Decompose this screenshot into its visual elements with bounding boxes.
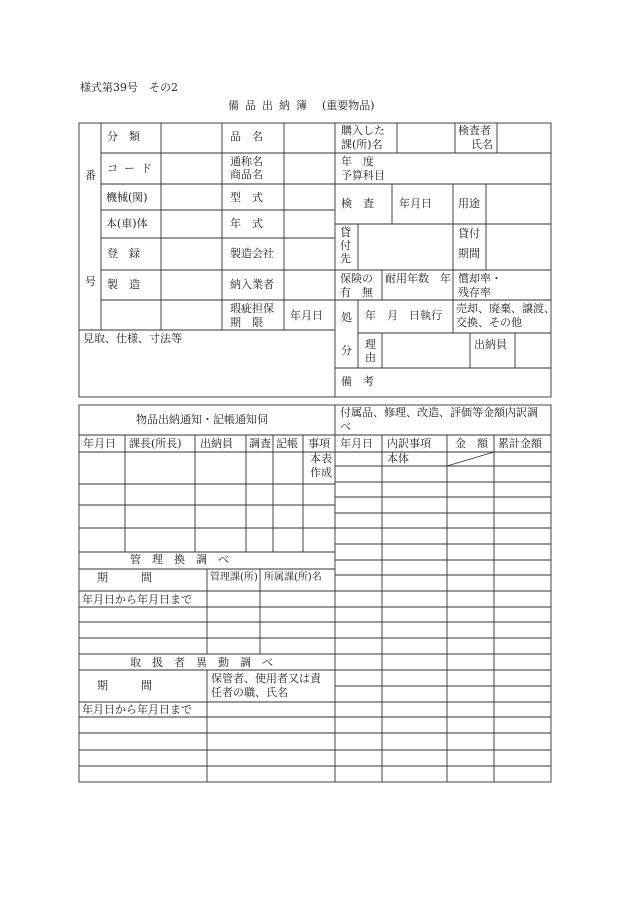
label-konyu1: 購入した	[341, 124, 385, 137]
label-shobun-type1: 売却、廃棄、譲渡、	[456, 302, 555, 315]
br-col-ruikei: 累計金額	[498, 437, 542, 450]
label-hinmei: 品 名	[230, 130, 263, 143]
bango-label-2: 号	[85, 275, 96, 288]
br-col-kingaku: 金 額	[455, 437, 488, 450]
label-kashi2: 期 限	[230, 316, 263, 329]
page-subtitle: (重要物品)	[322, 99, 375, 112]
label-nendo1: 年 度	[341, 155, 374, 168]
bl-note2: 作成	[310, 466, 332, 479]
label-kashitsuke-kikan1: 貸付	[458, 227, 480, 240]
label-toroku: 登 録	[107, 247, 140, 260]
kanri-title: 管 理 換 調 べ	[130, 553, 229, 566]
label-honsha: 本(車)体	[106, 217, 148, 230]
label-konyu2: 課(所)名	[341, 138, 383, 151]
label-nendo2: 予算科目	[341, 169, 385, 182]
br-col-date: 年月日	[340, 437, 373, 450]
toriatsukai-col2b: 任者の職、氏名	[211, 686, 288, 699]
form-number: 様式第39号 その2	[80, 81, 178, 94]
label-yoto: 用途	[458, 197, 480, 210]
bl-col-kicho: 記帳	[276, 437, 298, 450]
bl-header: 物品出納通知・記帳通知伺	[136, 413, 268, 426]
label-bunrui: 分 類	[107, 130, 140, 143]
label-biko: 備 考	[341, 375, 374, 388]
label-shokyaku1: 償却率・	[458, 272, 502, 285]
br-col-uchiwake: 内訳事項	[387, 437, 431, 450]
kanri-col-kikan: 期 間	[97, 571, 152, 584]
toriatsukai-col-kikan: 期 間	[97, 679, 152, 692]
kanri-col-kanri: 管理課(所)	[210, 572, 258, 583]
label-kensa-date: 年月日	[399, 197, 432, 210]
label-kashi1: 瑕疵担保	[230, 302, 274, 315]
toriatsukai-first: 年月日から年月日まで	[82, 703, 192, 716]
label-shobun-2: 分	[341, 344, 352, 357]
label-code: コード	[107, 162, 158, 175]
label-tsusho1: 通称名	[230, 155, 263, 168]
br-first-row: 本体	[387, 452, 409, 465]
toriatsukai-col2a: 保管者、使用者又は責	[211, 672, 321, 685]
label-kashi-date: 年月日	[290, 309, 323, 322]
label-maker: 製造会社	[230, 247, 274, 260]
label-riyu-1: 理	[365, 338, 376, 351]
bl-note1: 本表	[310, 452, 332, 465]
label-shobun-date: 年 月 日執行	[365, 309, 442, 322]
label-kata: 型 式	[230, 191, 263, 204]
label-shobun-1: 処	[341, 311, 352, 324]
label-kensa: 検 査	[341, 197, 374, 210]
label-mitori: 見取、仕様、寸法等	[83, 332, 182, 345]
label-hoken1: 保険の	[340, 272, 373, 285]
label-nenshiki: 年 式	[230, 217, 263, 230]
label-kashitsuke-kikan2: 期間	[458, 247, 480, 260]
bl-col-suitoin: 出納員	[200, 437, 233, 450]
kanri-col-shozoku: 所属課(所)名	[264, 572, 322, 583]
bango-label-1: 番	[85, 169, 96, 182]
label-hoken2: 有 無	[340, 286, 373, 299]
label-kashitsuke-saki: 貸付先	[340, 226, 351, 265]
label-kensa-name2: 氏名	[471, 138, 493, 151]
bl-col-kacho: 課長(所長)	[129, 437, 182, 450]
bl-col-chosa: 調査	[249, 437, 271, 450]
bl-col-date: 年月日	[83, 437, 116, 450]
label-shokyaku2: 残存率	[458, 286, 491, 299]
label-suitoin: 出納員	[474, 338, 507, 351]
toriatsukai-title: 取 扱 者 異 動 調 べ	[130, 656, 273, 669]
label-tsusho2: 商品名	[230, 168, 263, 181]
label-riyu-2: 由	[365, 351, 376, 364]
label-kensa-name1: 検査者	[458, 124, 491, 137]
label-taiyo: 耐用年数 年	[385, 272, 451, 285]
label-kikai: 機械(関)	[106, 191, 148, 204]
label-seizo: 製 造	[107, 278, 140, 291]
bl-col-jiko: 事項	[308, 437, 330, 450]
kanri-first: 年月日から年月日まで	[82, 593, 192, 606]
label-shobun-type2: 交換、その他	[456, 316, 522, 329]
page-title: 備品出納簿	[228, 99, 313, 112]
label-nonyu: 納入業者	[230, 278, 274, 291]
br-header: 付属品、修理、改造、評価等金額内訳調べ	[340, 406, 538, 433]
